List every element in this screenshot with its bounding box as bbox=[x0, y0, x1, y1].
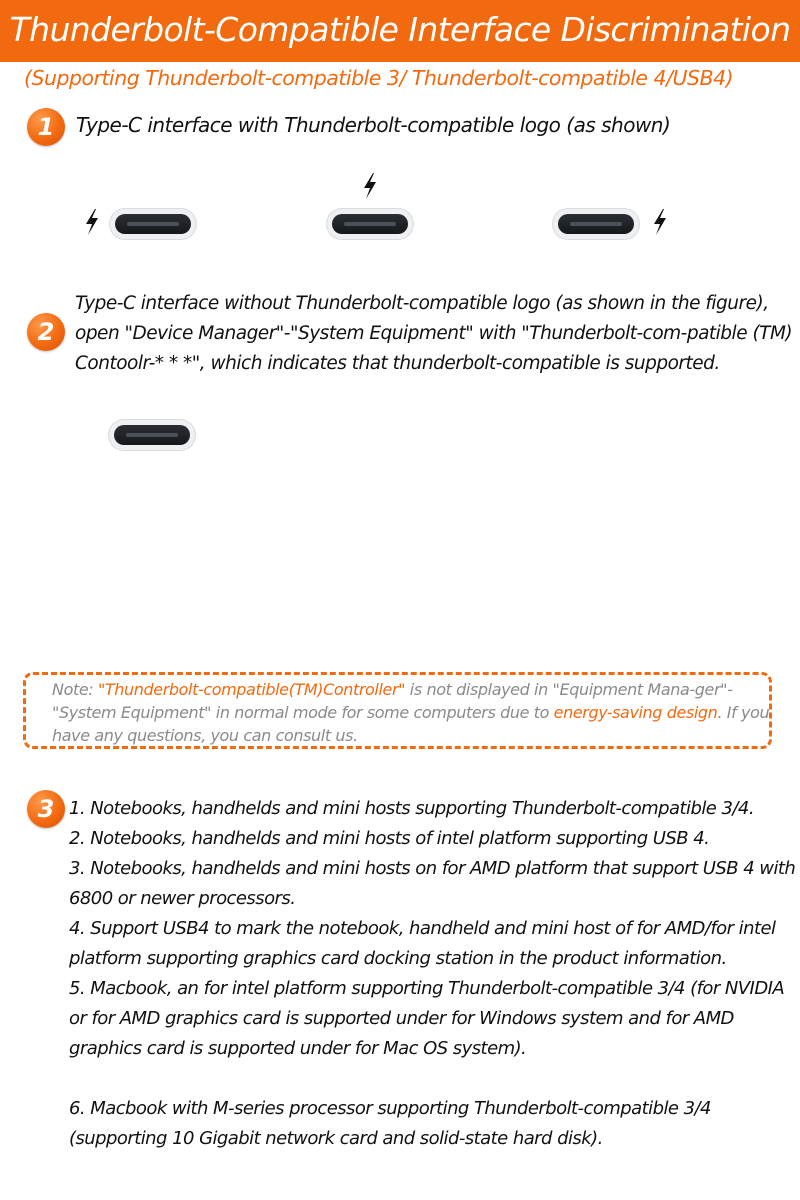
note-highlight-controller: "Thunderbolt-compatible(TM)Controller" bbox=[97, 680, 406, 699]
usb-c-port-left bbox=[110, 209, 196, 239]
list-item: 2. Notebooks, handhelds and mini hosts of intel platform supporting USB 4. bbox=[69, 828, 710, 849]
note-text bbox=[52, 678, 772, 747]
section-1-text: Type-C interface with Thunderbolt-compatible logo (as shown) bbox=[76, 113, 671, 137]
note-highlight-energy: energy-saving design bbox=[553, 703, 718, 722]
usb-c-port-no-logo bbox=[109, 420, 195, 450]
note-suffix: . If you have any questions, you can consult us. bbox=[52, 703, 770, 745]
note-middle: is not displayed in "Equipment Mana-ger"-"System Equipment" in normal mode for some computers due to bbox=[52, 680, 733, 722]
header-banner bbox=[0, 0, 800, 62]
page-subtitle: (Supporting Thunderbolt-compatible 3/ Thunderbolt-compatible 4/USB4) bbox=[24, 66, 734, 90]
usb-c-port-center bbox=[327, 209, 413, 239]
thunderbolt-icon bbox=[652, 209, 668, 235]
list-item: 4. Support USB4 to mark the notebook, handheld and mini host of for AMD/for intel platform supporting graphics card docking station in the product information. bbox=[69, 918, 776, 969]
section-2-text: Type-C interface without Thunderbolt-compatible logo (as shown in the figure), open "Device Manager"-"System Equipment" with "Thunderbolt-com-patible (TM) Contoolr-* * *", which indicates that thunderbolt-compatible is supported. bbox=[75, 293, 793, 374]
compatibility-list bbox=[69, 794, 799, 1154]
step-1-badge: 1 bbox=[27, 108, 65, 146]
step-3-badge: 3 bbox=[27, 790, 65, 828]
step-2-badge: 2 bbox=[27, 313, 65, 351]
note-box bbox=[23, 672, 772, 749]
usb-c-port-right bbox=[553, 209, 639, 239]
note-prefix: Note: bbox=[52, 680, 98, 699]
list-item: 1. Notebooks, handhelds and mini hosts supporting Thunderbolt-compatible 3/4. bbox=[69, 798, 754, 819]
list-item: 5. Macbook, an for intel platform supporting Thunderbolt-compatible 3/4 (for NVIDIA or for AMD graphics card is supported under for Windows system and for AMD graphics card is supported under for Mac OS system). bbox=[69, 978, 785, 1059]
list-item: 3. Notebooks, handhelds and mini hosts on for AMD platform that support USB 4 with 6800 or newer processors. bbox=[69, 858, 796, 909]
list-item: 6. Macbook with M-series processor supporting Thunderbolt-compatible 3/4 (supporting 10 Gigabit network card and solid-state hard disk). bbox=[69, 1098, 711, 1149]
thunderbolt-icon bbox=[84, 209, 100, 235]
page-title: Thunderbolt-Compatible Interface Discrimination bbox=[9, 10, 791, 49]
thunderbolt-icon bbox=[362, 173, 378, 199]
